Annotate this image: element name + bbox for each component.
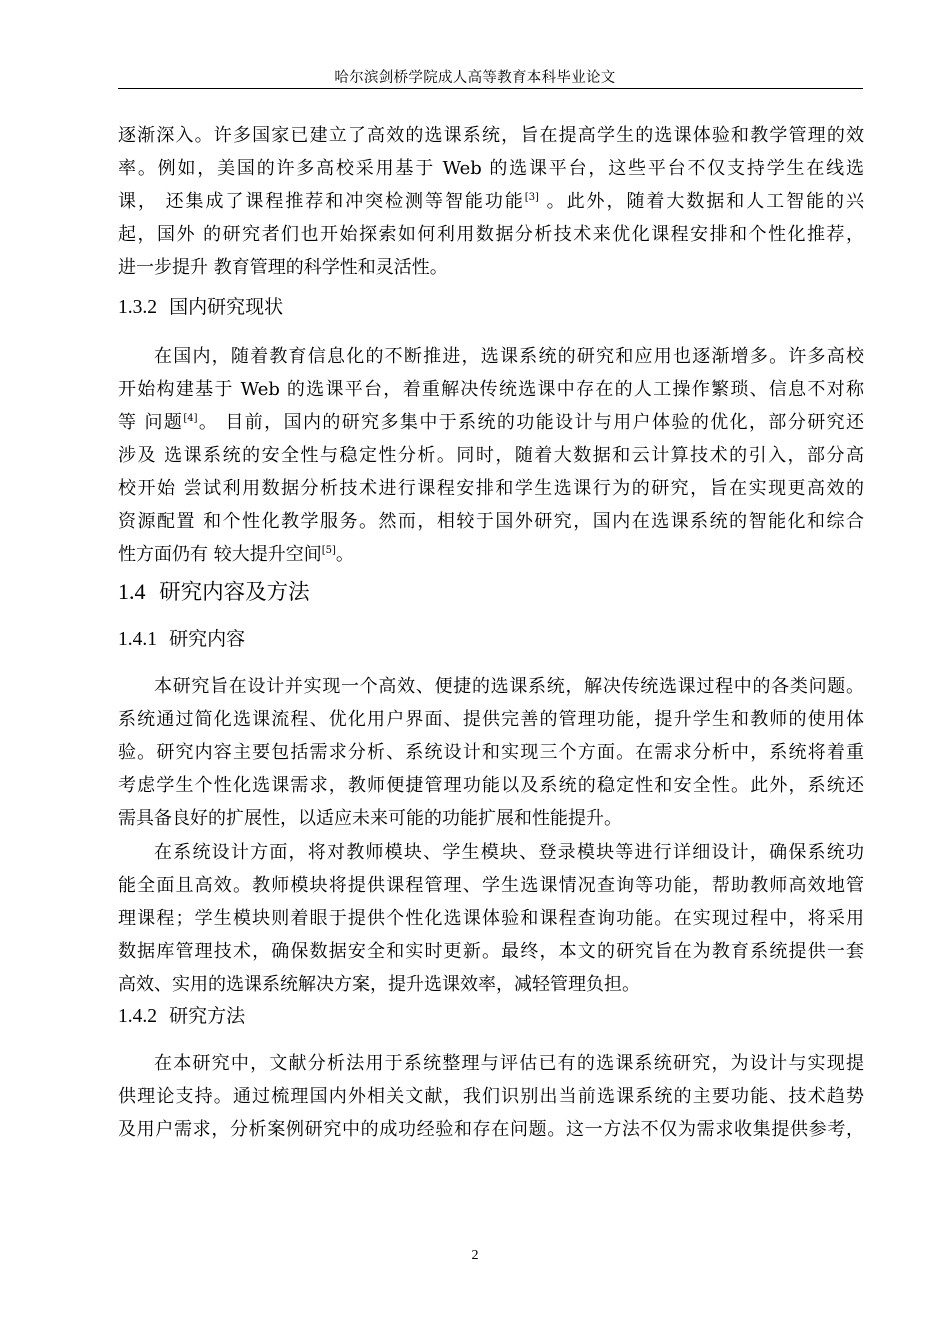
paragraph-line: 涉及 选课系统的安全性与稳定性分析。同时，随着大数据和云计算技术的引入，部分高 bbox=[118, 445, 864, 466]
heading-number: 1.4 bbox=[118, 579, 146, 604]
paragraph-line: 本研究旨在设计并实现一个高效、便捷的选课系统，解决传统选课过程中的各类问题。 bbox=[154, 676, 864, 697]
text-run: 性方面仍有 较大提升空间 bbox=[118, 544, 322, 565]
text-run: 。此外，随着大数据和人工智能的兴 bbox=[538, 191, 864, 212]
paragraph-line bbox=[118, 543, 864, 567]
page-number: 2 bbox=[471, 1248, 479, 1263]
text-run: 等 问题 bbox=[118, 412, 184, 433]
paragraph-line: 校开始 尝试利用数据分析技术进行课程安排和学生选课行为的研究，旨在实现更高效的 bbox=[118, 478, 864, 499]
paragraph-line: 考虑学生个性化选课需求，教师便捷管理功能以及系统的稳定性和安全性。此外，系统还 bbox=[118, 775, 864, 796]
running-header: 哈尔滨剑桥学院成人高等教育本科毕业论文 bbox=[334, 70, 616, 86]
heading-title: 研究方法 bbox=[169, 1005, 246, 1027]
text-run: 课， 还集成了课程推荐和冲突检测等智能功能 bbox=[118, 191, 525, 212]
section-heading-1-4 bbox=[118, 578, 310, 607]
paragraph-line: 逐渐深入。许多国家已建立了高效的选课系统，旨在提高学生的选课体验和教学管理的效 bbox=[118, 125, 864, 146]
paragraph-line: 需具备良好的扩展性，以适应未来可能的功能扩展和性能提升。 bbox=[118, 808, 622, 829]
paragraph-line bbox=[118, 411, 864, 435]
section-heading-1-4-1 bbox=[118, 626, 245, 653]
paragraph-line: 在国内，随着教育信息化的不断推进，选课系统的研究和应用也逐渐增多。许多高校 bbox=[154, 346, 864, 367]
paragraph-line: 高效、实用的选课系统解决方案，提升选课效率，减轻管理负担。 bbox=[118, 974, 640, 995]
paragraph-line: 及用户需求，分析案例研究中的成功经验和存在问题。这一方法不仅为需求收集提供参考， bbox=[118, 1119, 864, 1140]
paragraph-line: 系统通过简化选课流程、优化用户界面、提供完善的管理功能，提升学生和教师的使用体 bbox=[118, 709, 864, 730]
header-divider bbox=[118, 88, 863, 89]
text-run: 。 bbox=[335, 544, 354, 565]
heading-number: 1.4.1 bbox=[118, 629, 157, 650]
paragraph-line bbox=[118, 190, 864, 214]
paragraph-line: 率。例如，美国的许多高校采用基于 Web 的选课平台，这些平台不仅支持学生在线选 bbox=[118, 158, 864, 179]
heading-title: 研究内容及方法 bbox=[159, 580, 310, 605]
paragraph-line: 验。研究内容主要包括需求分析、系统设计和实现三个方面。在需求分析中，系统将着重 bbox=[118, 742, 864, 763]
citation-mark: [5] bbox=[321, 545, 336, 556]
citation-mark: [3] bbox=[524, 192, 539, 203]
paragraph-line: 数据库管理技术，确保数据安全和实时更新。最终，本文的研究旨在为教育系统提供一套 bbox=[118, 941, 864, 962]
paragraph-line: 在本研究中，文献分析法用于系统整理与评估已有的选课系统研究，为设计与实现提 bbox=[154, 1053, 864, 1074]
paragraph-line: 理课程；学生模块则着眼于提供个性化选课体验和课程查询功能。在实现过程中，将采用 bbox=[118, 908, 864, 929]
paragraph-line: 在系统设计方面，将对教师模块、学生模块、登录模块等进行详细设计，确保系统功 bbox=[154, 842, 864, 863]
heading-title: 国内研究现状 bbox=[169, 296, 284, 318]
paragraph-line: 资源配置 和个性化教学服务。然而，相较于国外研究，国内在选课系统的智能化和综合 bbox=[118, 511, 864, 532]
heading-number: 1.4.2 bbox=[118, 1006, 157, 1027]
paragraph-line: 开始构建基于 Web 的选课平台，着重解决传统选课中存在的人工操作繁琐、信息不对称 bbox=[118, 379, 864, 400]
heading-number: 1.3.2 bbox=[118, 297, 157, 318]
paragraph-line: 能全面且高效。教师模块将提供课程管理、学生选课情况查询等功能，帮助教师高效地管 bbox=[118, 875, 864, 896]
paragraph-line: 进一步提升 教育管理的科学性和灵活性。 bbox=[118, 257, 448, 278]
text-run: 。 目前，国内的研究多集中于系统的功能设计与用户体验的优化，部分研究还 bbox=[197, 412, 865, 433]
paragraph-line: 供理论支持。通过梳理国内外相关文献，我们识别出当前选课系统的主要功能、技术趋势 bbox=[118, 1086, 864, 1107]
section-heading-1-3-2 bbox=[118, 294, 283, 321]
paragraph-line: 起，国外 的研究者们也开始探索如何利用数据分析技术来优化课程安排和个性化推荐， bbox=[118, 224, 864, 245]
section-heading-1-4-2 bbox=[118, 1003, 245, 1030]
heading-title: 研究内容 bbox=[169, 628, 246, 650]
citation-mark: [4] bbox=[183, 413, 198, 424]
